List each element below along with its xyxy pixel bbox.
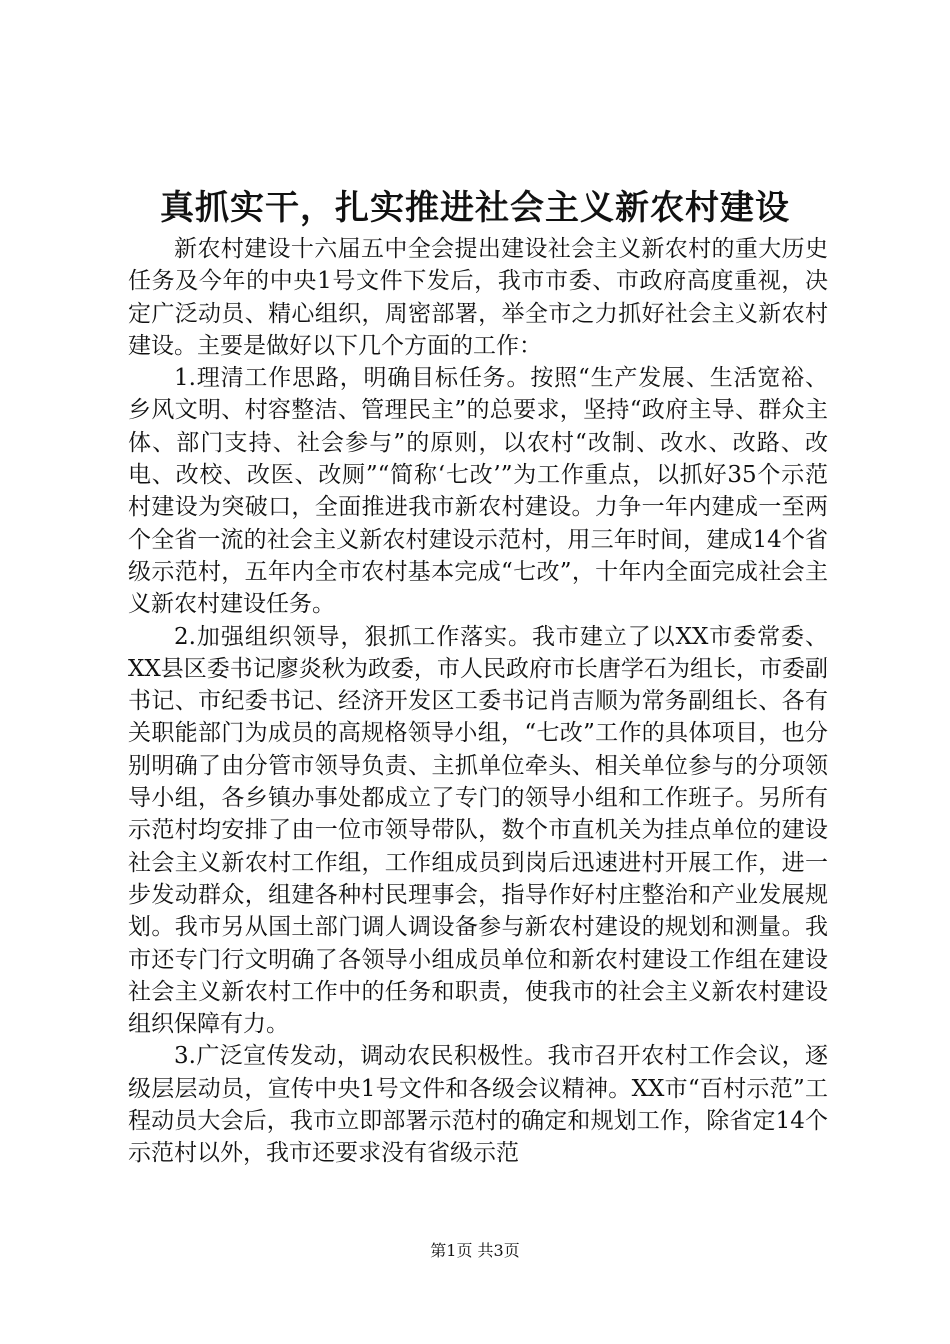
document-body — [128, 233, 828, 1170]
document-title: 真抓实干，扎实推进社会主义新农村建设 — [160, 188, 790, 228]
paragraph-2: 2.加强组织领导，狠抓工作落实。我市建立了以XX市委常委、XX县区委书记廖炎秋为政委，市人民政府市长唐学石为组长，市委副书记、市纪委书记、经济开发区工委书记肖吉顺为常务副组长、各有关职能部门为成员的高规格领导小组，“七改”工作的具体项目，也分别明确了由分管市领导负责、主抓单位牵头、相关单位参与的分项领导小组，各乡镇办事处都成立了专门的领导小组和工作班子。另所有示范村均安排了由一位市领导带队，数个市直机关为挂点单位的建设社会主义新农村工作组，工作组成员到岗后迅速进村开展工作，进一步发动群众，组建各种村民理事会，指导作好村庄整治和产业发展规划。我市另从国土部门调人调设备参与新农村建设的规划和测量。我市还专门行文明确了各领导小组成员单位和新农村建设工作组在建设社会主义新农村工作中的任务和职责，使我市的社会主义新农村建设组织保障有力。 — [128, 623, 828, 1038]
paragraph-1: 1.理清工作思路，明确目标任务。按照“生产发展、生活宽裕、乡风文明、村容整洁、管理民主”的总要求，坚持“政府主导、群众主体、部门支持、社会参与”的原则，以农村“改制、改水、改路、改电、改校、改医、改厕”“简称‘七改’”为工作重点，以抓好35个示范村建设为突破口，全面推进我市新农村建设。力争一年内建成一至两个全省一流的社会主义新农村建设示范村，用三年时间，建成14个省级示范村，五年内全市农村基本完成“七改”，十年内全面完成社会主义新农村建设任务。 — [128, 365, 828, 618]
page-number-footer: 第1页 共3页 — [430, 1241, 520, 1260]
paragraph-3: 3.广泛宣传发动，调动农民积极性。我市召开农村工作会议，逐级层层动员，宣传中央1号文件和各级会议精神。XX市“百村示范”工程动员大会后，我市立即部署示范村的确定和规划工作，除省定14个示范村以外，我市还要求没有省级示范 — [128, 1043, 828, 1167]
paragraph-intro: 新农村建设十六届五中全会提出建设社会主义新农村的重大历史任务及今年的中央1号文件下发后，我市市委、市政府高度重视，决定广泛动员、精心组织，周密部署，举全市之力抓好社会主义新农村建设。主要是做好以下几个方面的工作： — [128, 236, 828, 359]
